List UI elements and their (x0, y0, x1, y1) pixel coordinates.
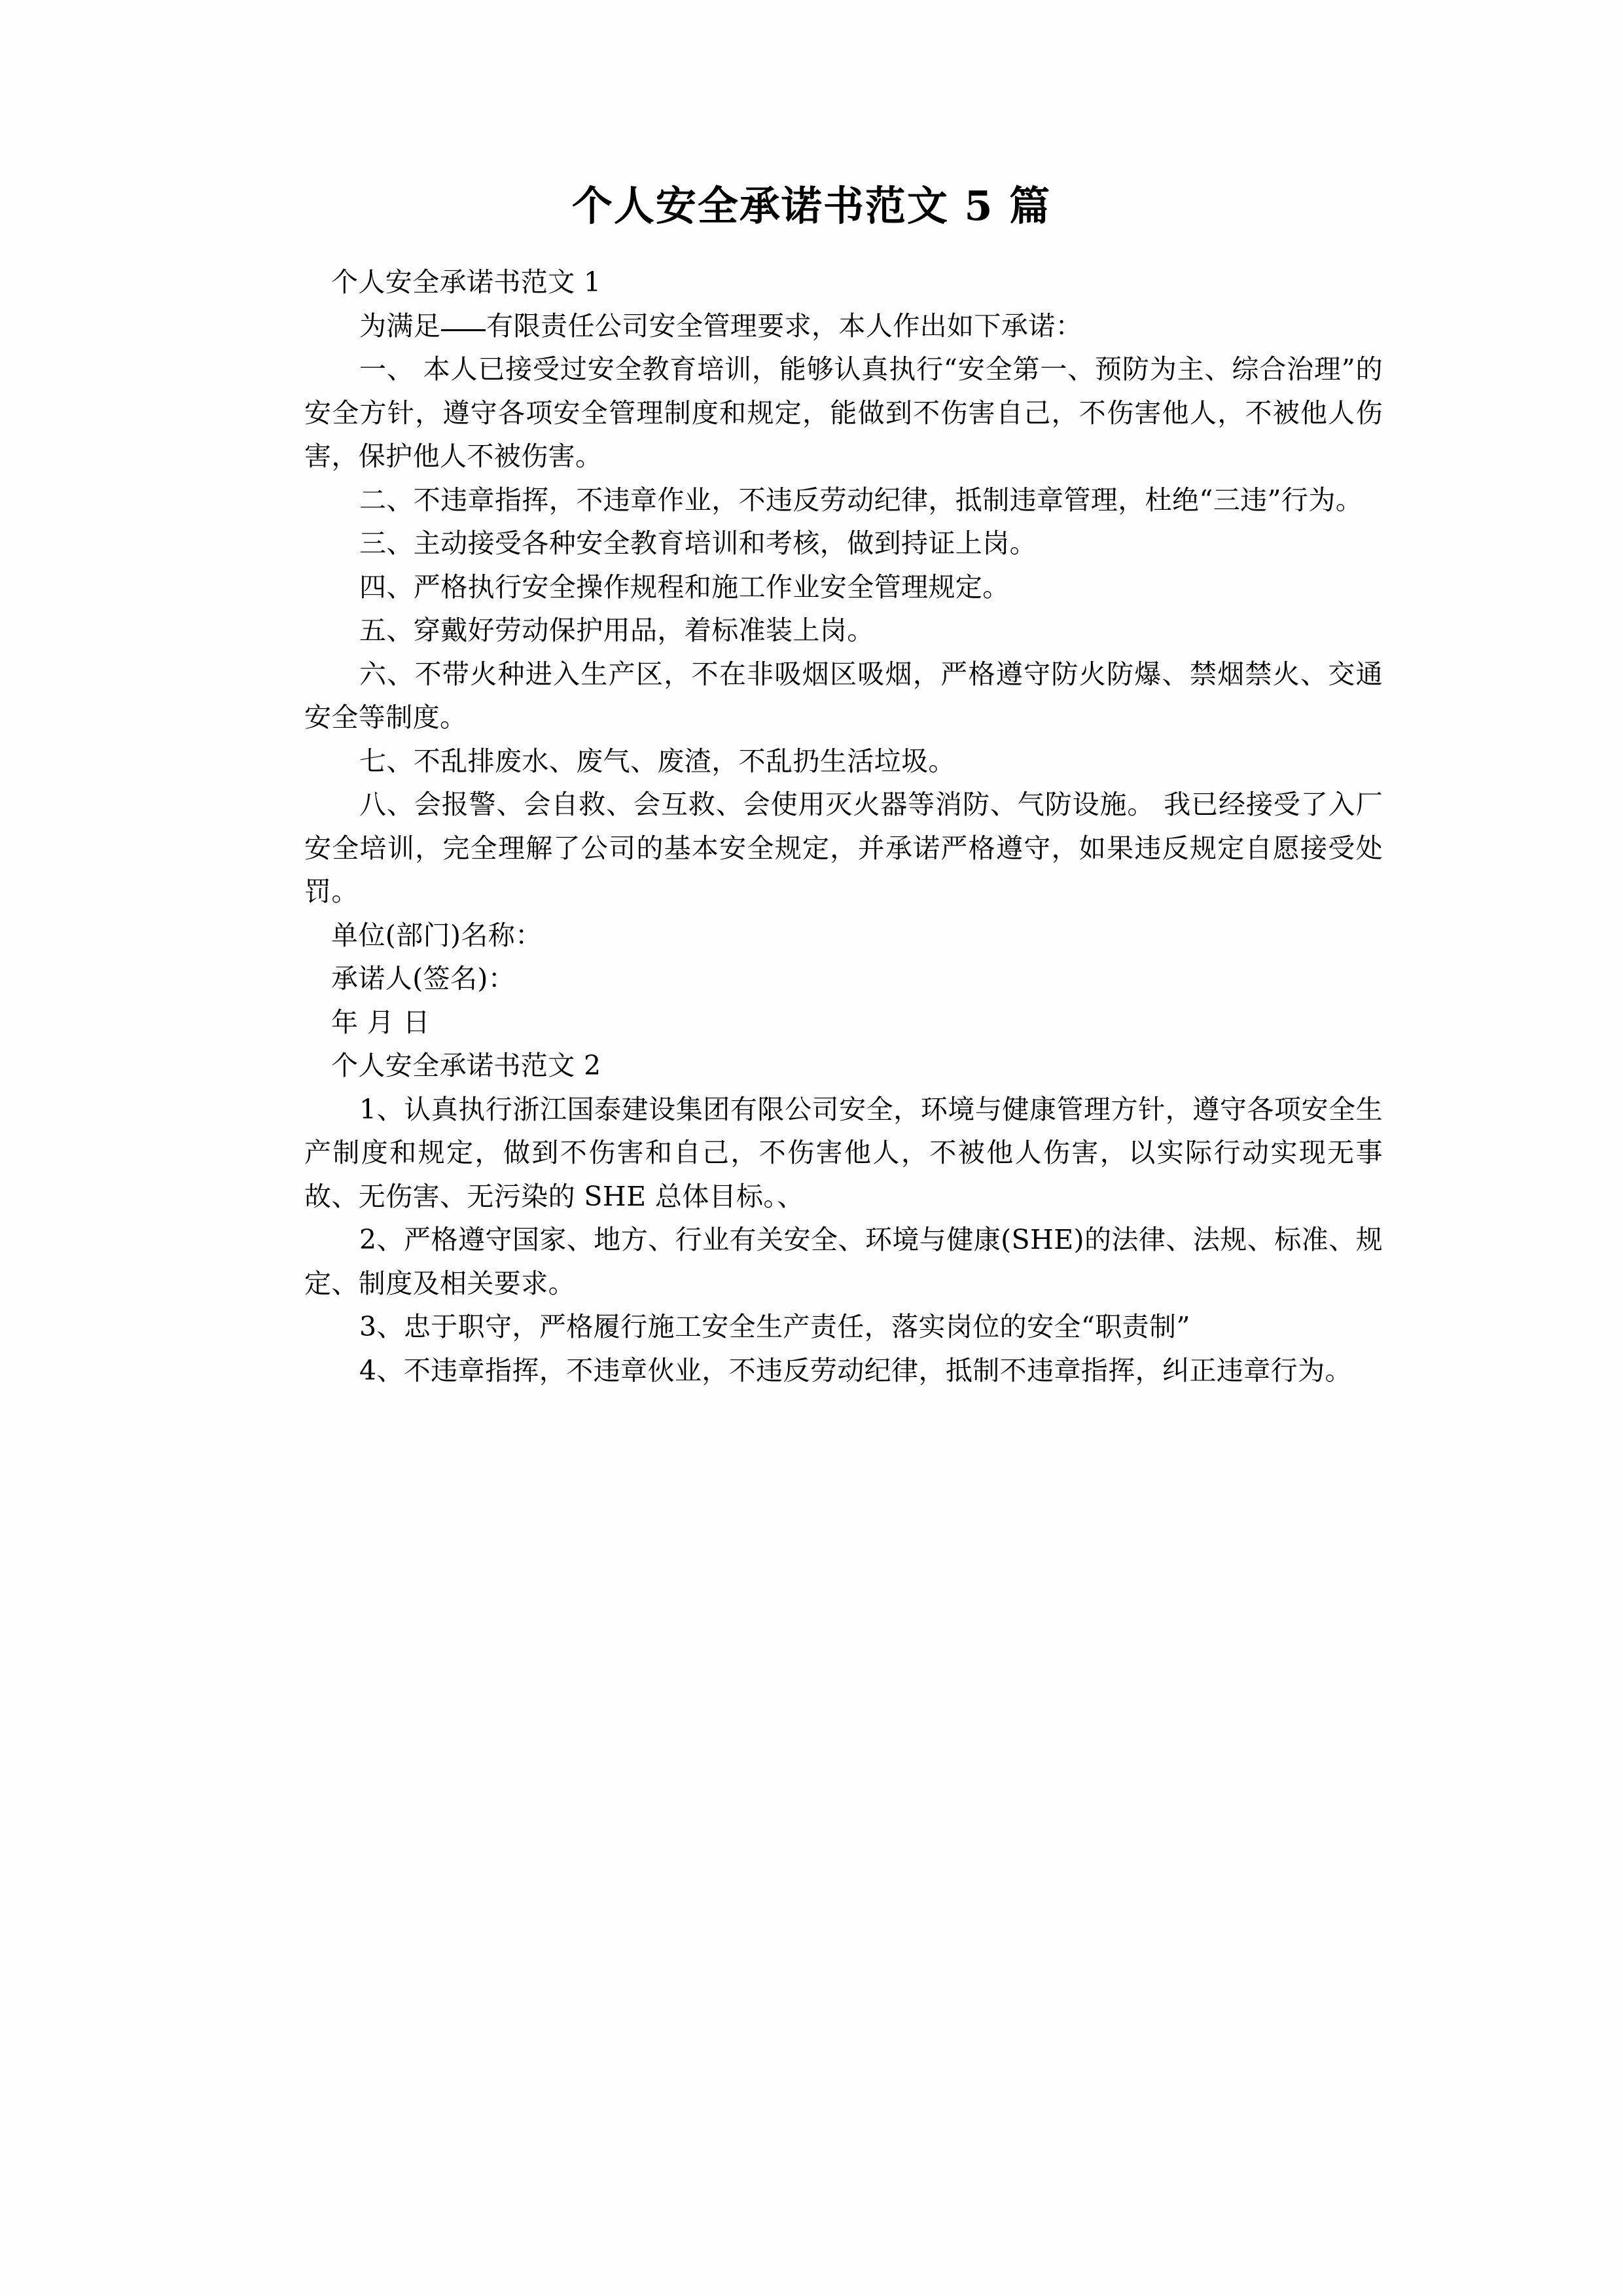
signature-date: 年 月 日 (331, 1006, 431, 1038)
clause-item-4: 四、严格执行安全操作规程和施工作业安全管理规定。 (359, 571, 1010, 603)
clause-item-8: 八、会报警、会自救、会互救、会使用灭火器等消防、气防设施。 我已经接受了入厂安全培训，完全理解了公司的基本安全规定，并承诺严格遵守，如果违反规定自愿接受处罚。 (304, 789, 1383, 907)
intro-text-before-blank: 为满足 (359, 310, 441, 342)
clause2-item-4: 4、不违章指挥，不违章伙业，不违反劳动纪律，抵制不违章指挥，纠正违章行为。 (359, 1354, 1352, 1386)
section-label-1: 个人安全承诺书范文 1 (331, 266, 601, 298)
clause-item-7: 七、不乱排废水、废气、废渣，不乱扔生活垃圾。 (359, 745, 955, 777)
paragraph-intro (304, 304, 1383, 348)
company-name-blank[interactable] (441, 329, 486, 331)
clause-item-6: 六、不带火种进入生产区，不在非吸烟区吸烟，严格遵守防火防爆、禁烟禁火、交通安全等制度。 (304, 658, 1383, 733)
intro-text-after-blank: 有限责任公司安全管理要求，本人作出如下承诺： (486, 310, 1083, 342)
clause-item-2: 二、不违章指挥，不违章作业，不违反劳动纪律，抵制违章管理，杜绝“三违”行为。 (359, 484, 1363, 516)
clause-item-1: 一、 本人已接受过安全教育培训，能够认真执行“安全第一、预防为主、综合治理”的安全方针，遵守各项安全管理制度和规定，能做到不伤害自己，不伤害他人，不被他人伤害，保护他人不被伤害。 (304, 353, 1383, 472)
signature-unit-name: 单位(部门)名称： (331, 919, 543, 951)
document-body (304, 260, 1383, 1392)
clause-item-3: 三、主动接受各种安全教育培训和考核，做到持证上岗。 (359, 528, 1037, 559)
clause2-item-1: 1、认真执行浙江国泰建设集团有限公司安全，环境与健康管理方针，遵守各项安全生产制度和规定，做到不伤害和自己，不伤害他人，不被他人伤害，以实际行动实现无事故、无伤害、无污染的 SHE 总体目标。、 (304, 1093, 1383, 1212)
page-title: 个人安全承诺书范文 5 篇 (571, 182, 1052, 230)
clause2-item-3: 3、忠于职守，严格履行施工安全生产责任，落实岗位的安全“职责制” (359, 1311, 1190, 1342)
signature-promisor-name: 承诺人(签名)： (331, 963, 516, 994)
clause-item-5: 五、穿戴好劳动保护用品，着标准装上岗。 (359, 615, 874, 646)
section-label-2: 个人安全承诺书范文 2 (331, 1050, 601, 1081)
clause2-item-2: 2、严格遵守国家、地方、行业有关安全、环境与健康(SHE)的法律、法规、标准、规定、制度及相关要求。 (304, 1224, 1383, 1299)
